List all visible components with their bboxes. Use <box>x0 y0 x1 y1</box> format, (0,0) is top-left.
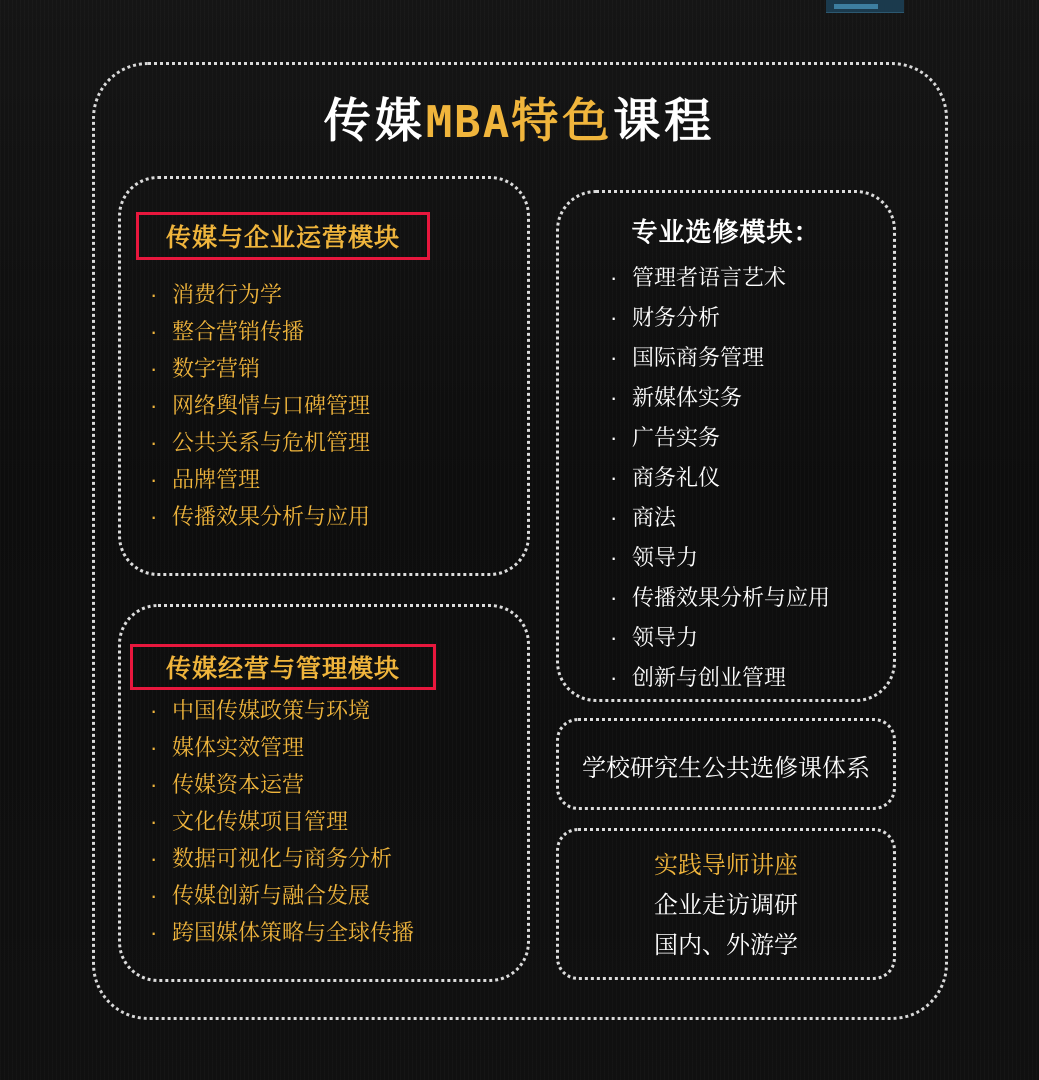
window-chrome-artifact <box>826 0 904 13</box>
bullet-icon: · <box>150 356 158 381</box>
list-elective-courses <box>610 258 830 698</box>
list-item <box>150 914 414 951</box>
bullet-icon: · <box>150 319 158 344</box>
page-title <box>0 94 1039 149</box>
list-item <box>610 578 830 618</box>
bullet-icon: · <box>150 698 158 723</box>
title-part-4: 课程 <box>613 94 716 147</box>
practice-line-3: 国内、外游学 <box>654 932 798 959</box>
list-item-label: 网络舆情与口碑管理 <box>172 393 371 418</box>
list-item-label: 传播效果分析与应用 <box>172 504 371 529</box>
bullet-icon: · <box>610 305 618 330</box>
bullet-icon: · <box>150 809 158 834</box>
list-item-label: 商务礼仪 <box>632 465 721 490</box>
list-item-label: 财务分析 <box>632 305 721 330</box>
list-item <box>610 258 830 298</box>
list-item-label: 文化传媒项目管理 <box>172 809 349 834</box>
list-operations-courses <box>150 276 370 535</box>
bullet-icon: · <box>150 393 158 418</box>
bullet-icon: · <box>610 585 618 610</box>
heading-management-module: 传媒经营与管理模块 <box>130 644 436 690</box>
list-item <box>610 618 830 658</box>
list-item <box>150 461 370 498</box>
list-item-label: 商法 <box>632 505 677 530</box>
list-item <box>610 538 830 578</box>
practice-line-2: 企业走访调研 <box>654 892 798 919</box>
list-item-label: 整合营销传播 <box>172 319 305 344</box>
list-item <box>150 729 414 766</box>
bullet-icon: · <box>150 772 158 797</box>
bullet-icon: · <box>150 282 158 307</box>
bullet-icon: · <box>150 735 158 760</box>
bullet-icon: · <box>610 385 618 410</box>
list-item-label: 品牌管理 <box>172 467 261 492</box>
bullet-icon: · <box>610 265 618 290</box>
list-item <box>610 458 830 498</box>
list-item <box>150 692 414 729</box>
list-item-label: 数字营销 <box>172 356 261 381</box>
title-part-mba: MBA <box>425 97 512 148</box>
list-item <box>610 418 830 458</box>
list-item <box>610 378 830 418</box>
bullet-icon: · <box>610 345 618 370</box>
bullet-icon: · <box>150 883 158 908</box>
list-item-label: 中国传媒政策与环境 <box>172 698 371 723</box>
list-item-label: 公共关系与危机管理 <box>172 430 371 455</box>
list-item <box>150 498 370 535</box>
bullet-icon: · <box>150 846 158 871</box>
list-item <box>150 313 370 350</box>
list-item-label: 国际商务管理 <box>632 345 765 370</box>
public-course-system-label: 学校研究生公共选修课体系 <box>582 755 870 782</box>
list-item <box>150 803 414 840</box>
list-item-label: 跨国媒体策略与全球传播 <box>172 920 415 945</box>
list-item <box>610 498 830 538</box>
list-item-label: 新媒体实务 <box>632 385 743 410</box>
list-item-label: 传媒资本运营 <box>172 772 305 797</box>
list-item-label: 管理者语言艺术 <box>632 265 787 290</box>
list-item-label: 传媒创新与融合发展 <box>172 883 371 908</box>
window-chrome-bar <box>834 4 878 9</box>
list-item <box>150 766 414 803</box>
list-item-label: 广告实务 <box>632 425 721 450</box>
bullet-icon: · <box>150 504 158 529</box>
list-item <box>150 387 370 424</box>
title-part-3: 特色 <box>511 94 614 147</box>
heading-electives-module: 专业选修模块： <box>631 217 821 247</box>
bullet-icon: · <box>150 430 158 455</box>
list-item <box>150 840 414 877</box>
list-item-label: 消费行为学 <box>172 282 283 307</box>
heading-operations-module: 传媒与企业运营模块 <box>136 212 430 260</box>
bullet-icon: · <box>610 505 618 530</box>
list-item-label: 传播效果分析与应用 <box>632 585 831 610</box>
list-item-label: 媒体实效管理 <box>172 735 305 760</box>
bullet-icon: · <box>610 425 618 450</box>
list-item-label: 领导力 <box>632 625 699 650</box>
list-item <box>150 424 370 461</box>
bullet-icon: · <box>610 545 618 570</box>
list-item-label: 领导力 <box>632 545 699 570</box>
bullet-icon: · <box>150 920 158 945</box>
list-item-label: 创新与创业管理 <box>632 665 787 690</box>
bullet-icon: · <box>610 665 618 690</box>
list-item-label: 数据可视化与商务分析 <box>172 846 393 871</box>
title-part-1: 传媒 <box>323 94 426 147</box>
bullet-icon: · <box>610 465 618 490</box>
list-item <box>610 338 830 378</box>
list-item <box>610 298 830 338</box>
practice-activities-list <box>556 846 896 966</box>
practice-line-1: 实践导师讲座 <box>654 852 798 879</box>
list-item <box>150 276 370 313</box>
list-item <box>150 877 414 914</box>
bullet-icon: · <box>610 625 618 650</box>
list-item <box>610 658 830 698</box>
list-management-courses <box>150 692 414 951</box>
list-item <box>150 350 370 387</box>
bullet-icon: · <box>150 467 158 492</box>
